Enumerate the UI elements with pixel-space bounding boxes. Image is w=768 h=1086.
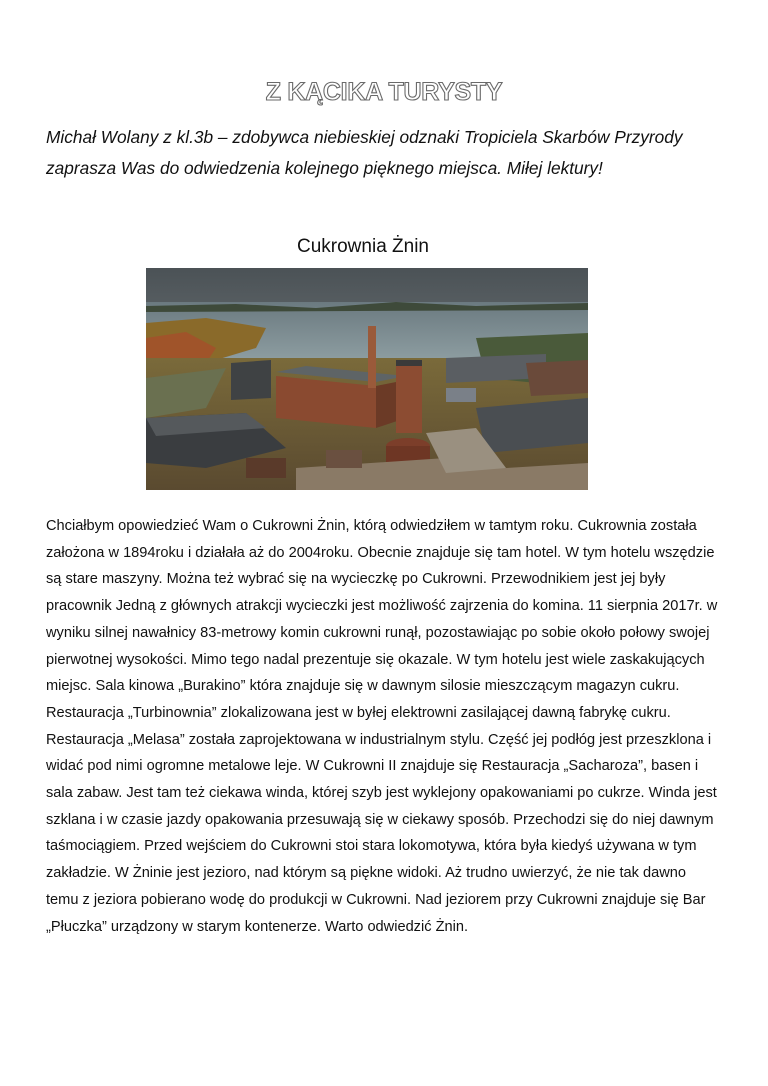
intro-text: Michał Wolany z kl.3b – zdobywca niebieskiej odznaki Tropiciela Skarbów Przyrody zaprasza Was do odwiedzenia kolejnego pięknego miejsca. Miłej lektury! — [46, 127, 683, 178]
aerial-photo-icon — [146, 268, 588, 490]
article-title: Cukrownia Żnin — [297, 236, 429, 257]
article-body — [46, 513, 721, 940]
article-paragraph: Chciałbym opowiedzieć Wam o Cukrowni Żnin, którą odwiedziłem w tamtym roku. Cukrownia została założona w 1894roku i działała aż do 2004roku. Obecnie znajduje się tam hotel. W tym hotelu wszędzie są stare maszyny. Można też wybrać się na wycieczkę po Cukrowni. Przewodnikiem jest jej były pracownik Jedną z głównych atrakcji wycieczki jest możliwość zajrzenia do komina. 11 sierpnia 2017r. w wyniku silnej nawałnicy 83-metrowy komin cukrowni runął, pozostawiając po sobie około połowy swojej pierwotnej wysokości. Mimo tego nadal prezentuje się okazale. W tym hotelu jest wiele zaskakujących miejsc. Sala kinowa „Burakino” która znajduje się w dawnym silosie mieszczącym magazyn cukru. Restauracja „Turbinownia” zlokalizowana jest w byłej elektrowni zasilającej dawną fabrykę cukru. Restauracja „Melasa” została zaprojektowana w industrialnym stylu. Część jej podłóg jest przeszklona i widać pod nimi ogromne metalowe leje. W Cukrowni II znajduje się Restauracja „Sacharoza”, basen i sala zabaw. Jest tam też ciekawa winda, której szyb jest wyklejony opakowaniami po cukrze. Winda jest szklana i w czasie jazdy opakowania przesuwają się w ciekawy sposób. Przechodzi się do niej dawnym taśmociągiem. Przed wejściem do Cukrowni stoi stara lokomotywa, która była kiedyś używana w tym zakładzie. W Żninie jest jezioro, nad którym są piękne widoki. Aż trudno uwierzyć, że nie tak dawno temu z jeziora pobierano wodę do produkcji w Cukrowni. Nad jeziorem przy Cukrowni znajduje się Bar „Płuczka” urządzony w starym kontenerze. Warto odwiedzić Żnin. — [46, 518, 718, 935]
section-heading: Z KĄCIKA TURYSTY — [265, 78, 503, 106]
